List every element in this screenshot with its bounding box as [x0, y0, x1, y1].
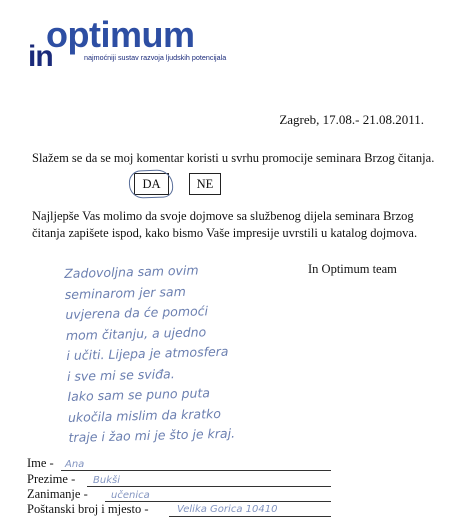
- handwritten-comment: [64, 258, 309, 449]
- consent-statement: Slažem se da se moj komentar koristi u svrhu promocije seminara Brzog čitanja.: [32, 151, 435, 165]
- comment-line: ukočila mislim da kratko: [67, 405, 222, 425]
- comment-line: seminarom jer sam: [64, 283, 186, 302]
- occupation-field[interactable]: [27, 487, 150, 502]
- occupation-value: učenica: [111, 490, 150, 501]
- postal-code-city-label: Poštanski broj i mjesto -: [27, 502, 149, 516]
- comment-line: traje i žao mi je što je kraj.: [68, 425, 236, 445]
- date-location: Zagreb, 17.08.- 21.08.2011.: [279, 112, 424, 127]
- comment-line: Iako sam se puno puta: [67, 385, 211, 404]
- in-optimum-logo: [28, 16, 228, 76]
- postal-code-city-value: Velika Gorica 10410: [177, 504, 278, 515]
- name-field[interactable]: [27, 456, 85, 471]
- surname-field[interactable]: [27, 472, 120, 487]
- instructions-paragraph: Najljepše Vas molimo da svoje dojmove sa službenog dijela seminara Brzog čitanja zapišete ispod, kako bismo Vaše impresije uvrstili u katalog dojmova.: [32, 209, 418, 240]
- consent-option-ne[interactable]: NE: [189, 173, 221, 195]
- postal-code-city-field[interactable]: [27, 502, 278, 517]
- comment-line: i sve mi se sviđa.: [66, 365, 175, 384]
- surname-value: Bukši: [93, 475, 120, 486]
- consent-option-da[interactable]: DA: [134, 173, 169, 195]
- surname-label: Prezime -: [27, 472, 76, 486]
- logo-prefix: in: [28, 40, 53, 73]
- logo-word: optimum: [46, 14, 195, 55]
- team-signature: In Optimum team: [308, 262, 397, 276]
- occupation-label: Zanimanje -: [27, 487, 88, 501]
- comment-line: mom čitanju, a ujedno: [65, 323, 207, 343]
- comment-line: i učiti. Lijepa je atmosfera: [66, 343, 229, 363]
- comment-line: Zadovoljna sam ovim: [64, 262, 199, 281]
- comment-line: uvjerena da će pomoći: [65, 303, 209, 322]
- name-label: Ime -: [27, 456, 54, 470]
- logo-tagline: najmoćniji sustav razvoja ljudskih potencijala: [84, 53, 227, 62]
- name-value: Ana: [65, 459, 85, 470]
